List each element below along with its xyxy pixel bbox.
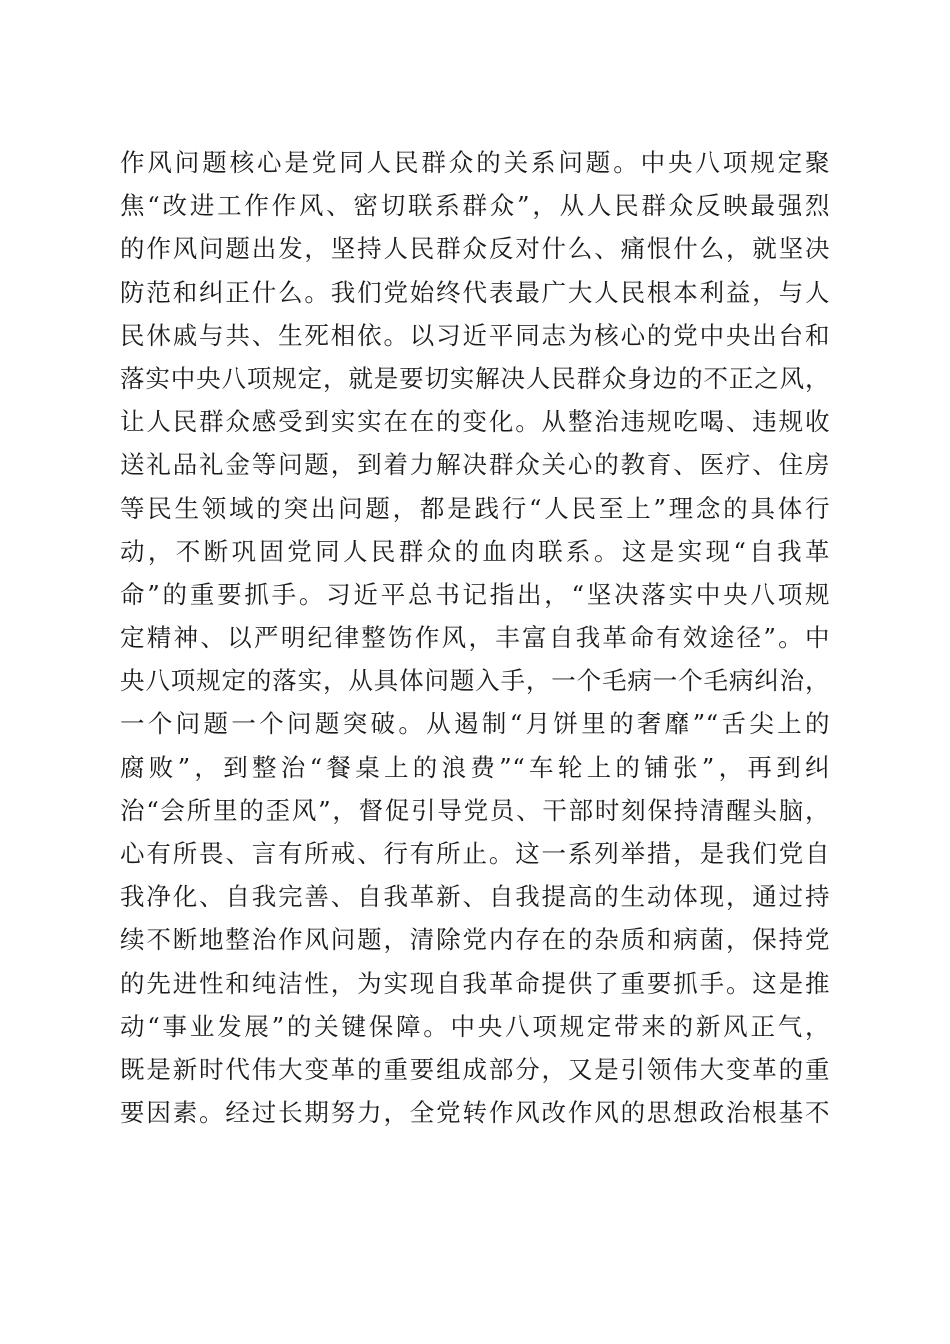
text-line: 命”的重要抓手。习近平总书记指出，“坚决落实中央八项规	[120, 579, 830, 609]
text-line: 焦“改进工作作风、密切联系群众”，从人民群众反映最强烈	[120, 191, 830, 221]
text-line: 落实中央八项规定，就是要切实解决人民群众身边的不正之风，	[120, 363, 830, 393]
text-line: 治“会所里的歪风”，督促引导党员、干部时刻保持清醒头脑，	[120, 795, 830, 825]
text-line: 民休戚与共、生死相依。以习近平同志为核心的党中央出台和	[120, 320, 830, 350]
text-line: 心有所畏、言有所戒、行有所止。这一系列举措，是我们党自	[120, 839, 830, 868]
text-line: 要因素。经过长期努力，全党转作风改作风的思想政治根基不	[120, 1098, 830, 1128]
text-line: 央八项规定的落实，从具体问题入手，一个毛病一个毛病纠治，	[120, 666, 830, 696]
text-line: 等民生领域的突出问题，都是践行“人民至上”理念的具体行	[120, 493, 830, 523]
text-line: 续不断地整治作风问题，清除党内存在的杂质和病菌，保持党	[120, 925, 830, 955]
text-line: 既是新时代伟大变革的重要组成部分，又是引领伟大变革的重	[120, 1054, 830, 1084]
text-line: 防范和纠正什么。我们党始终代表最广大人民根本利益，与人	[120, 277, 830, 307]
text-line: 腐败”，到整治“餐桌上的浪费”“车轮上的铺张”，再到纠	[120, 752, 830, 782]
text-line: 动“事业发展”的关键保障。中央八项规定带来的新风正气，	[120, 1011, 830, 1041]
text-line: 一个问题一个问题突破。从遏制“月饼里的奢靡”“舌尖上的	[120, 709, 830, 739]
text-line: 的作风问题出发，坚持人民群众反对什么、痛恨什么，就坚决	[120, 234, 830, 264]
text-line: 我净化、自我完善、自我革新、自我提高的生动体现，通过持	[120, 882, 830, 912]
text-line: 作风问题核心是党同人民群众的关系问题。中央八项规定聚	[120, 148, 830, 177]
text-line: 定精神、以严明纪律整饬作风，丰富自我革命有效途径”。中	[120, 623, 830, 653]
body-paragraph	[120, 141, 830, 1134]
text-line: 让人民群众感受到实实在在的变化。从整治违规吃喝、违规收	[120, 407, 830, 437]
text-line: 动，不断巩固党同人民群众的血肉联系。这是实现“自我革	[120, 536, 830, 566]
text-line: 的先进性和纯洁性，为实现自我革命提供了重要抓手。这是推	[120, 968, 830, 998]
text-line: 送礼品礼金等问题，到着力解决群众关心的教育、医疗、住房	[120, 450, 830, 480]
